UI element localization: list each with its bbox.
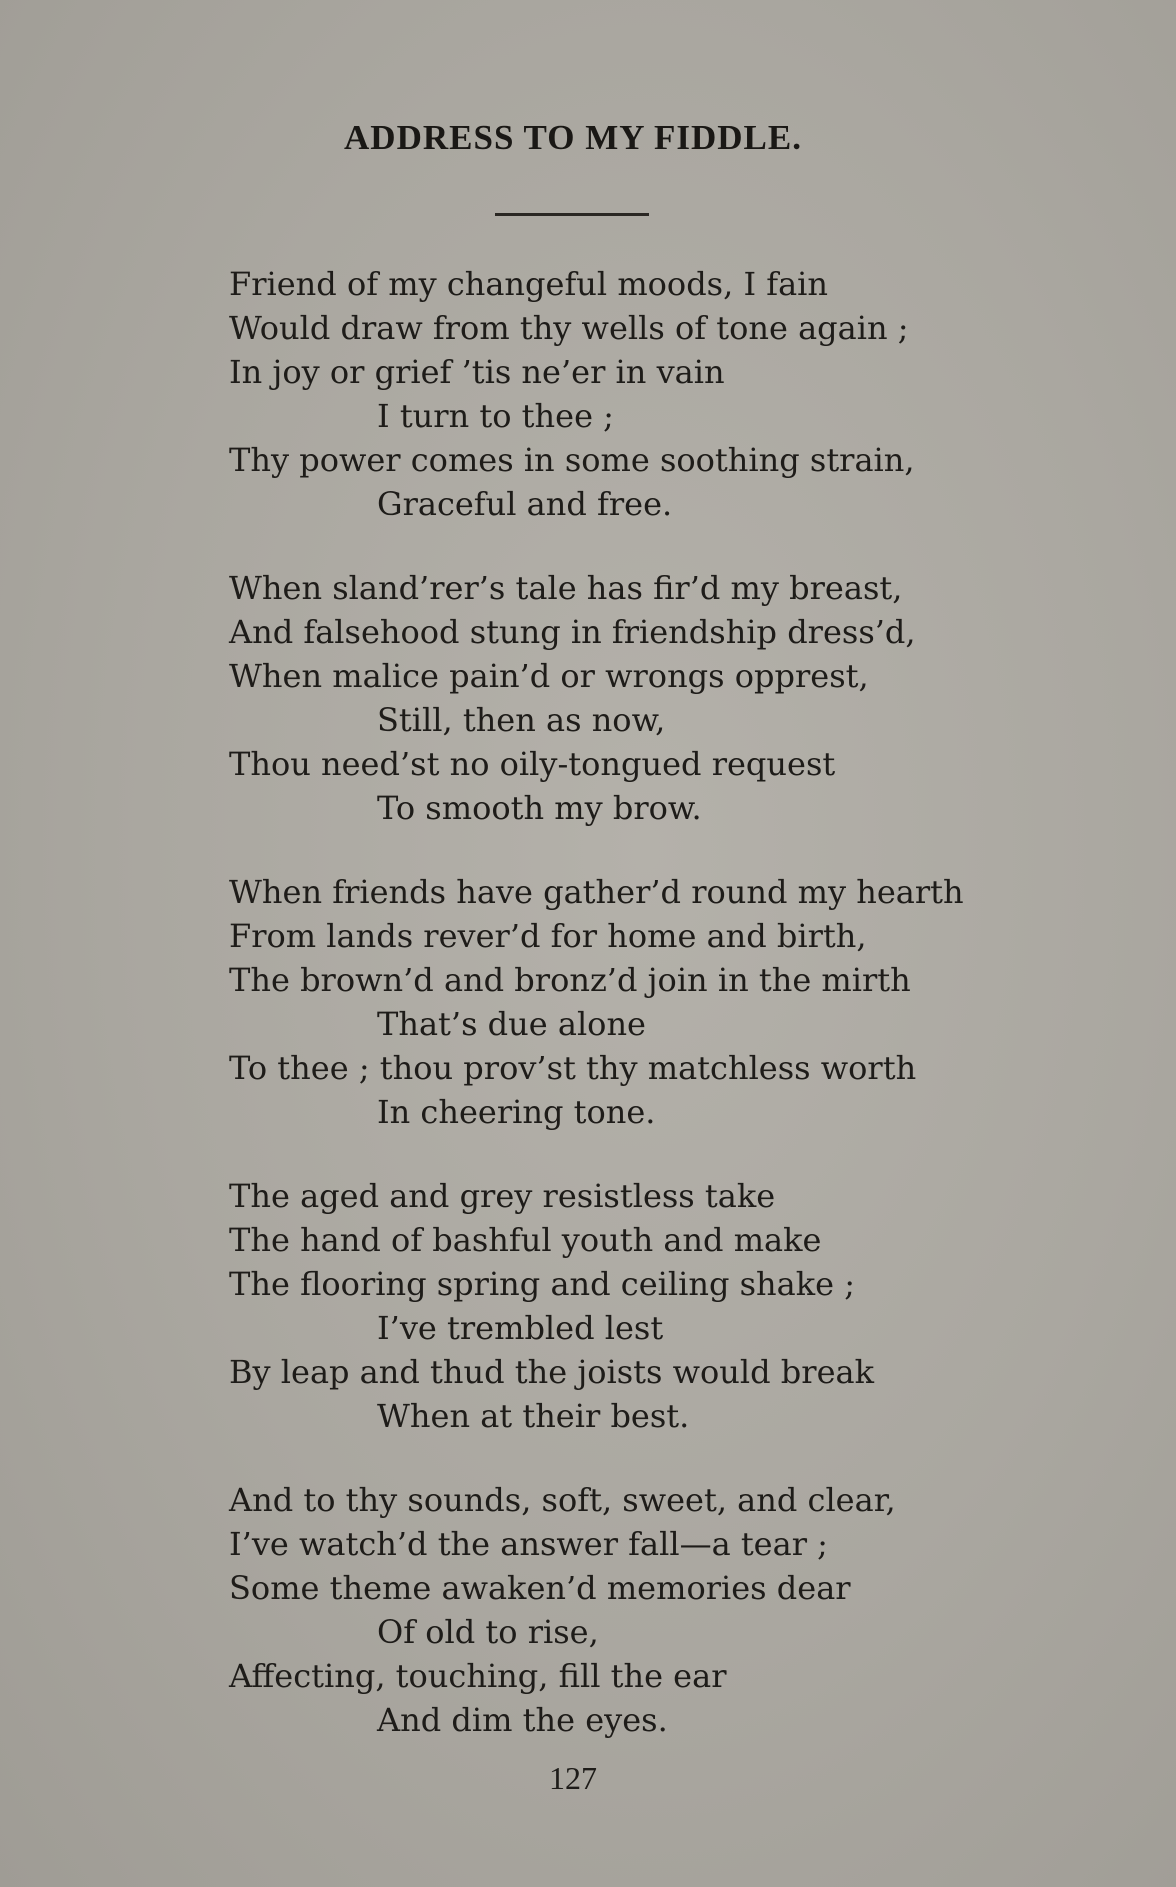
poem-line-indented: When at their best.	[377, 1397, 690, 1435]
stanza-2	[229, 566, 989, 830]
poem-line: The brown’d and bronz’d join in the mirth	[229, 961, 911, 999]
poem-line: The aged and grey resistless take	[229, 1177, 776, 1215]
poem-body	[229, 262, 989, 1782]
poem-line: I’ve watch’d the answer fall—a tear ;	[229, 1525, 828, 1563]
stanza-4	[229, 1174, 989, 1438]
poem-line: Thy power comes in some soothing strain,	[229, 441, 915, 479]
poem-line-indented: In cheering tone.	[377, 1093, 656, 1131]
stanza-5	[229, 1478, 989, 1742]
poem-line: The flooring spring and ceiling shake ;	[229, 1265, 855, 1303]
stanza-3	[229, 870, 989, 1134]
poem-line: In joy or grief ’tis ne’er in vain	[229, 353, 725, 391]
poem-line: When sland’rer’s tale has fir’d my breast,	[229, 569, 903, 607]
poem-line: Some theme awaken’d memories dear	[229, 1569, 851, 1607]
poem-line-indented: To smooth my brow.	[377, 789, 702, 827]
poem-line: To thee ; thou prov’st thy matchless worth	[229, 1049, 917, 1087]
poem-line: Affecting, touching, fill the ear	[229, 1657, 727, 1695]
poem-line: Thou need’st no oily-tongued request	[229, 745, 836, 783]
title-divider	[495, 213, 649, 216]
poem-line: When friends have gather’d round my hearth	[229, 873, 964, 911]
poem-line-indented: And dim the eyes.	[377, 1701, 668, 1739]
poem-line-indented: Still, then as now,	[377, 701, 666, 739]
poem-line: Would draw from thy wells of tone again ;	[229, 309, 909, 347]
poem-line-indented: Graceful and free.	[377, 485, 673, 523]
poem-line-indented: I’ve trembled lest	[377, 1309, 664, 1347]
poem-line: When malice pain’d or wrongs opprest,	[229, 657, 869, 695]
poem-line: Friend of my changeful moods, I fain	[229, 265, 829, 303]
poem-line: And falsehood stung in friendship dress’d,	[229, 613, 916, 651]
poem-line: And to thy sounds, soft, sweet, and clear,	[229, 1481, 896, 1519]
poem-line: By leap and thud the joists would break	[229, 1353, 874, 1391]
poem-title: ADDRESS TO MY FIDDLE.	[344, 118, 802, 157]
poem-line-indented: That’s due alone	[377, 1005, 646, 1043]
poem-line-indented: I turn to thee ;	[377, 397, 614, 435]
poem-line: From lands rever’d for home and birth,	[229, 917, 867, 955]
page-number: 127	[549, 1760, 597, 1796]
poem-line: The hand of bashful youth and make	[229, 1221, 822, 1259]
stanza-1	[229, 262, 989, 526]
poem-line-indented: Of old to rise,	[377, 1613, 599, 1651]
